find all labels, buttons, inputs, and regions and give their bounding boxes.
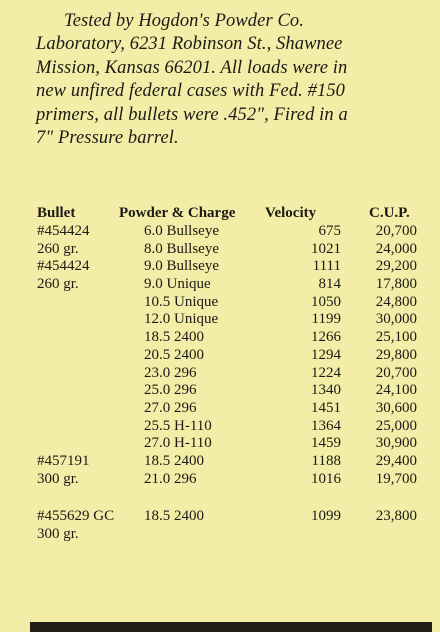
cell-velocity: 1050: [311, 293, 341, 310]
cell-powder-charge: 18.5 2400: [144, 508, 204, 525]
cell-powder-charge: 9.0 Unique: [144, 276, 211, 293]
cell-cup: 24,100: [375, 382, 417, 399]
cell-powder-charge: 21.0 296: [144, 470, 197, 487]
header-cup: C.U.P.: [369, 205, 410, 221]
table-body: [37, 223, 429, 544]
cell-cup: 20,700: [375, 223, 417, 239]
header-powder-charge: Powder & Charge: [119, 205, 236, 221]
table-row: [37, 258, 429, 276]
table-row: [37, 329, 429, 347]
cell-cup: 29,400: [375, 452, 417, 469]
cell-velocity: 1099: [311, 508, 341, 525]
table-row: [37, 418, 429, 436]
cell-bullet: 300 gr.: [37, 470, 79, 487]
cell-velocity: 814: [318, 276, 341, 293]
cell-powder-charge: 27.0 H-110: [144, 435, 212, 452]
cell-velocity: 1451: [311, 399, 341, 416]
cell-powder-charge: 9.0 Bullseye: [144, 258, 219, 275]
cell-cup: 24,000: [375, 240, 417, 257]
cell-powder-charge: 25.0 296: [144, 382, 197, 399]
table-row: [37, 382, 429, 400]
intro-line: Mission, Kansas 66201. All loads were in: [36, 57, 348, 78]
table-row: [37, 347, 429, 365]
cell-powder-charge: 27.0 296: [144, 399, 197, 416]
cell-velocity: 675: [318, 223, 341, 239]
intro-line: Laboratory, 6231 Robinson St., Shawnee: [36, 34, 343, 55]
cell-velocity: 1021: [311, 240, 341, 257]
cell-cup: 30,000: [375, 311, 417, 328]
table-header-row: [37, 203, 429, 223]
cell-cup: 25,000: [375, 417, 417, 434]
table-row: [37, 435, 429, 453]
load-data-table: [37, 203, 429, 544]
intro-line: 7" Pressure barrel.: [36, 128, 179, 149]
intro-paragraph: [36, 10, 432, 150]
cell-powder-charge: 12.0 Unique: [144, 311, 219, 328]
table-row: [37, 311, 429, 329]
cell-bullet: 300 gr.: [37, 526, 79, 542]
cell-powder-charge: 18.5 2400: [144, 452, 204, 469]
cell-bullet: 260 gr.: [37, 240, 79, 257]
cell-velocity: 1266: [311, 329, 341, 346]
cell-cup: 25,100: [375, 329, 417, 346]
cell-cup: 24,800: [375, 293, 417, 310]
cell-cup: 17,800: [375, 276, 417, 293]
cell-velocity: 1340: [311, 382, 341, 399]
cell-velocity: 1459: [311, 435, 341, 452]
cell-powder-charge: 25.5 H-110: [144, 417, 212, 434]
cell-powder-charge: 10.5 Unique: [144, 293, 219, 310]
cell-powder-charge: 23.0 296: [144, 364, 197, 381]
table-row: [37, 400, 429, 418]
cell-cup: 30,900: [375, 435, 417, 452]
cell-velocity: 1188: [311, 452, 341, 469]
cell-cup: 30,600: [375, 399, 417, 416]
cell-velocity: 1224: [311, 364, 341, 381]
cell-velocity: 1111: [312, 258, 341, 275]
cell-velocity: 1294: [311, 346, 341, 363]
intro-line: primers, all bullets were .452", Fired in a: [36, 104, 348, 125]
intro-line: Tested by Hogdon's Powder Co.: [64, 11, 304, 31]
cell-cup: 29,200: [375, 258, 417, 275]
table-row: [37, 508, 429, 526]
cell-bullet: #454424: [37, 258, 90, 275]
cell-powder-charge: 18.5 2400: [144, 329, 204, 346]
cell-cup: 19,700: [375, 470, 417, 487]
intro-line: new unfired federal cases with Fed. #150: [36, 81, 346, 102]
table-row: [37, 241, 429, 259]
page-bottom-bar: [30, 622, 432, 632]
cell-powder-charge: 8.0 Bullseye: [144, 240, 219, 257]
cell-cup: 23,800: [375, 508, 417, 525]
cell-velocity: 1364: [311, 417, 341, 434]
cell-bullet: #454424: [37, 223, 90, 239]
table-row: [37, 223, 429, 241]
header-velocity: Velocity: [265, 205, 317, 221]
table-row: [37, 471, 429, 489]
cell-cup: 20,700: [375, 364, 417, 381]
cell-velocity: 1016: [311, 470, 341, 487]
cell-bullet: #457191: [37, 452, 90, 469]
table-row: [37, 276, 429, 294]
cell-powder-charge: 20.5 2400: [144, 346, 204, 363]
cell-velocity: 1199: [311, 311, 341, 328]
header-bullet: Bullet: [37, 205, 76, 221]
table-row: [37, 526, 429, 544]
cell-powder-charge: 6.0 Bullseye: [144, 223, 219, 239]
table-row: [37, 453, 429, 471]
cell-bullet: #455629 GC: [37, 508, 115, 525]
cell-bullet: 260 gr.: [37, 276, 79, 293]
table-row: [37, 365, 429, 383]
table-row: [37, 294, 429, 312]
cell-cup: 29,800: [375, 346, 417, 363]
